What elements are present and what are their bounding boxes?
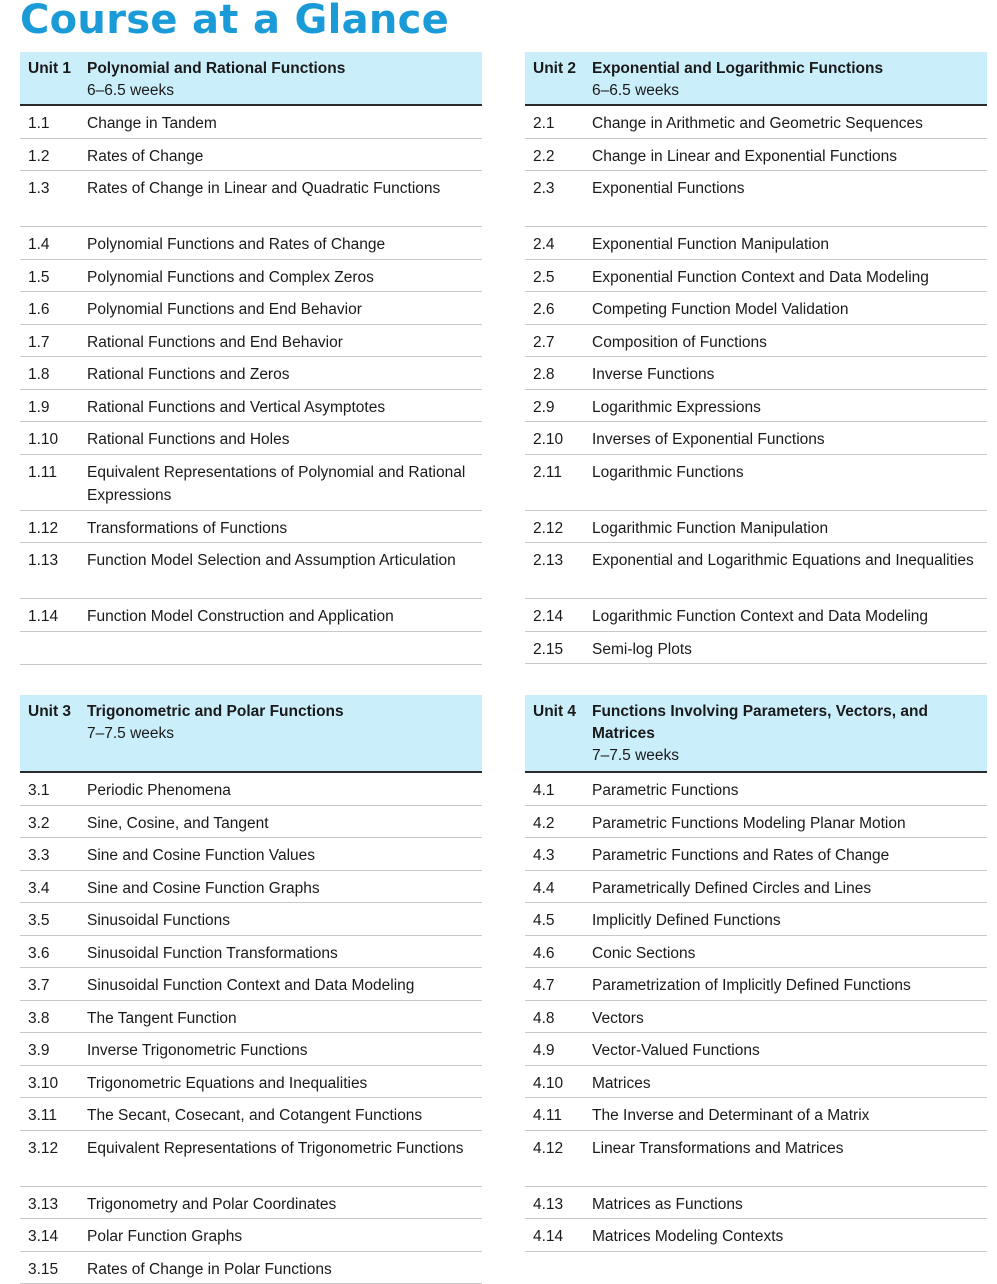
topic-number: 2.2 [533,145,592,171]
topic-name: Sinusoidal Function Transformations [87,942,474,968]
unit-header [525,52,987,106]
topic-name: Conic Sections [592,942,979,968]
topic-row [20,325,482,358]
topic-number: 2.4 [533,233,592,259]
topic-number: 3.15 [28,1258,87,1284]
topic-name: Exponential Function Context and Data Modeling [592,266,979,292]
topic-name: Polar Function Graphs [87,1225,474,1251]
topic-name: Vector-Valued Functions [592,1039,979,1065]
topic-number: 3.14 [28,1225,87,1251]
topic-number: 1.9 [28,396,87,422]
topic-number: 2.8 [533,363,592,389]
topic-name: Periodic Phenomena [87,779,474,805]
topic-number: 1.11 [28,461,87,510]
topic-name: Trigonometry and Polar Coordinates [87,1193,474,1219]
topic-name: Sine and Cosine Function Graphs [87,877,474,903]
topic-row [525,1131,987,1187]
topic-name: Matrices Modeling Contexts [592,1225,979,1251]
topic-number: 3.10 [28,1072,87,1098]
topic-row [525,511,987,544]
topic-row [525,936,987,969]
unit-title: Polynomial and Rational Functions [87,58,474,80]
topic-number: 3.6 [28,942,87,968]
topic-name: Rates of Change in Linear and Quadratic Functions [87,177,474,226]
topic-name: Exponential and Logarithmic Equations and Inequalities [592,549,979,598]
topic-number: 1.5 [28,266,87,292]
topic-number: 3.1 [28,779,87,805]
topic-number: 2.7 [533,331,592,357]
topic-row [20,806,482,839]
topic-number: 4.6 [533,942,592,968]
topic-row [20,1187,482,1220]
topic-name: Function Model Selection and Assumption Articulation [87,549,474,598]
topic-name: Inverse Trigonometric Functions [87,1039,474,1065]
topic-row [525,871,987,904]
topic-name: Logarithmic Expressions [592,396,979,422]
topic-row [20,1131,482,1187]
topic-row [525,292,987,325]
topic-row [20,1252,482,1284]
topic-row [525,357,987,390]
topic-number: 4.11 [533,1104,592,1130]
topic-name: Exponential Functions [592,177,979,226]
topic-name: Parametrically Defined Circles and Lines [592,877,979,903]
topic-name: Rates of Change [87,145,474,171]
topic-row [20,227,482,260]
topic-number: 4.5 [533,909,592,935]
topic-number: 1.2 [28,145,87,171]
topic-row [20,543,482,599]
topic-row [525,390,987,423]
topic-row [525,773,987,806]
topic-row [20,390,482,423]
unit-header [20,695,482,773]
topic-name: Equivalent Representations of Trigonometric Functions [87,1137,474,1186]
topic-number: 4.10 [533,1072,592,1098]
topic-row [525,1066,987,1099]
topic-row [525,632,987,665]
unit-duration: 6–6.5 weeks [592,80,979,102]
topic-name: Change in Arithmetic and Geometric Sequences [592,112,979,138]
topic-row [20,511,482,544]
topic-row [525,806,987,839]
topic-row [525,260,987,293]
unit-duration: 7–7.5 weeks [592,745,979,767]
unit-1-table [20,52,482,665]
topic-name: Matrices [592,1072,979,1098]
topic-row [525,599,987,632]
topic-row [20,357,482,390]
topic-number: 2.9 [533,396,592,422]
topic-name: Linear Transformations and Matrices [592,1137,979,1186]
topic-name: Sine and Cosine Function Values [87,844,474,870]
topic-name: Polynomial Functions and Complex Zeros [87,266,474,292]
topic-name: Competing Function Model Validation [592,298,979,324]
topic-name: The Secant, Cosecant, and Cotangent Functions [87,1104,474,1130]
page-title: Course at a Glance [20,0,449,46]
topic-row [525,139,987,172]
topic-row [20,903,482,936]
unit-label: Unit 1 [28,58,87,97]
topic-row [525,903,987,936]
topic-number: 1.13 [28,549,87,598]
topic-number: 3.5 [28,909,87,935]
topic-number: 4.2 [533,812,592,838]
topic-name: Implicitly Defined Functions [592,909,979,935]
topic-number: 1.3 [28,177,87,226]
topic-row [20,106,482,139]
topic-name: Equivalent Representations of Polynomial and Rational Expressions [87,461,474,510]
topic-name: Rational Functions and Vertical Asymptotes [87,396,474,422]
topic-number: 4.7 [533,974,592,1000]
unit-label: Unit 4 [533,701,592,764]
topic-number: 1.7 [28,331,87,357]
topic-row [20,968,482,1001]
unit-label: Unit 3 [28,701,87,764]
topic-row [20,838,482,871]
topic-number: 2.10 [533,428,592,454]
topic-number: 4.9 [533,1039,592,1065]
topic-number: 4.14 [533,1225,592,1251]
topic-number: 1.8 [28,363,87,389]
topic-number: 1.4 [28,233,87,259]
unit-header [20,52,482,106]
topic-number: 2.11 [533,461,592,510]
topic-number: 2.3 [533,177,592,226]
topic-number: 3.11 [28,1104,87,1130]
topic-number: 4.12 [533,1137,592,1186]
topic-number: 4.1 [533,779,592,805]
topic-number: 2.14 [533,605,592,631]
topic-name: The Inverse and Determinant of a Matrix [592,1104,979,1130]
unit-duration: 7–7.5 weeks [87,723,474,745]
topic-name: Rational Functions and End Behavior [87,331,474,357]
topic-row [525,455,987,511]
topic-number: 1.10 [28,428,87,454]
topic-row [525,1001,987,1034]
topic-name: Parametric Functions and Rates of Change [592,844,979,870]
topic-number: 3.13 [28,1193,87,1219]
topic-number: 3.4 [28,877,87,903]
topic-number: 4.13 [533,1193,592,1219]
topic-number: 1.12 [28,517,87,543]
topic-name: Parametrization of Implicitly Defined Functions [592,974,979,1000]
unit-3-table [20,695,482,1284]
topic-row [20,936,482,969]
topic-number: 2.15 [533,638,592,664]
topic-row [525,171,987,227]
topic-row [20,599,482,632]
topic-row [20,260,482,293]
unit-label: Unit 2 [533,58,592,97]
topic-name: Logarithmic Functions [592,461,979,510]
topic-name: Function Model Construction and Application [87,605,474,631]
unit-title: Functions Involving Parameters, Vectors, and Matrices [592,701,979,745]
unit-title: Trigonometric and Polar Functions [87,701,474,723]
topic-name: Change in Linear and Exponential Functions [592,145,979,171]
topic-number: 2.13 [533,549,592,598]
topic-name: The Tangent Function [87,1007,474,1033]
topic-name: Vectors [592,1007,979,1033]
topic-number: 4.4 [533,877,592,903]
topic-row [525,968,987,1001]
topic-number: 1.1 [28,112,87,138]
topic-name: Matrices as Functions [592,1193,979,1219]
topic-name: Logarithmic Function Manipulation [592,517,979,543]
topic-row [20,1066,482,1099]
topic-row [20,171,482,227]
topic-row [20,1033,482,1066]
topic-row [20,773,482,806]
topic-row [20,1001,482,1034]
topic-name: Inverses of Exponential Functions [592,428,979,454]
topic-number: 3.12 [28,1137,87,1186]
topic-name: Sinusoidal Function Context and Data Modeling [87,974,474,1000]
topic-row [20,422,482,455]
topic-number: 2.12 [533,517,592,543]
topic-row [20,1219,482,1252]
topic-number: 3.7 [28,974,87,1000]
topic-name: Trigonometric Equations and Inequalities [87,1072,474,1098]
topic-row [20,871,482,904]
topic-name: Transformations of Functions [87,517,474,543]
unit-title: Exponential and Logarithmic Functions [592,58,979,80]
topic-row [525,227,987,260]
topic-row [525,1098,987,1131]
topic-row [525,543,987,599]
topic-number: 2.6 [533,298,592,324]
topic-name: Polynomial Functions and End Behavior [87,298,474,324]
unit-duration: 6–6.5 weeks [87,80,474,102]
empty-row [20,632,482,666]
topic-row [525,106,987,139]
topic-name: Inverse Functions [592,363,979,389]
topic-name: Rational Functions and Holes [87,428,474,454]
topic-row [525,1219,987,1252]
topic-row [20,139,482,172]
topic-name: Rational Functions and Zeros [87,363,474,389]
topic-row [20,1098,482,1131]
topic-row [525,1187,987,1220]
topic-name: Parametric Functions Modeling Planar Motion [592,812,979,838]
topic-row [20,292,482,325]
topic-name: Sine, Cosine, and Tangent [87,812,474,838]
topic-row [525,838,987,871]
topic-number: 1.6 [28,298,87,324]
topic-number: 2.5 [533,266,592,292]
unit-4-table [525,695,987,1252]
topic-number: 4.8 [533,1007,592,1033]
topic-number: 3.9 [28,1039,87,1065]
topic-name: Semi-log Plots [592,638,979,664]
unit-header [525,695,987,773]
topic-name: Exponential Function Manipulation [592,233,979,259]
topic-row [525,422,987,455]
topic-number: 3.3 [28,844,87,870]
topic-number: 4.3 [533,844,592,870]
topic-number: 2.1 [533,112,592,138]
topic-row [525,325,987,358]
topic-number: 1.14 [28,605,87,631]
topic-name: Rates of Change in Polar Functions [87,1258,474,1284]
topic-name: Parametric Functions [592,779,979,805]
topic-number: 3.8 [28,1007,87,1033]
topic-number: 3.2 [28,812,87,838]
topic-name: Sinusoidal Functions [87,909,474,935]
topic-name: Polynomial Functions and Rates of Change [87,233,474,259]
topic-name: Logarithmic Function Context and Data Modeling [592,605,979,631]
topic-name: Change in Tandem [87,112,474,138]
unit-2-table [525,52,987,664]
topic-row [20,455,482,511]
topic-row [525,1033,987,1066]
topic-name: Composition of Functions [592,331,979,357]
